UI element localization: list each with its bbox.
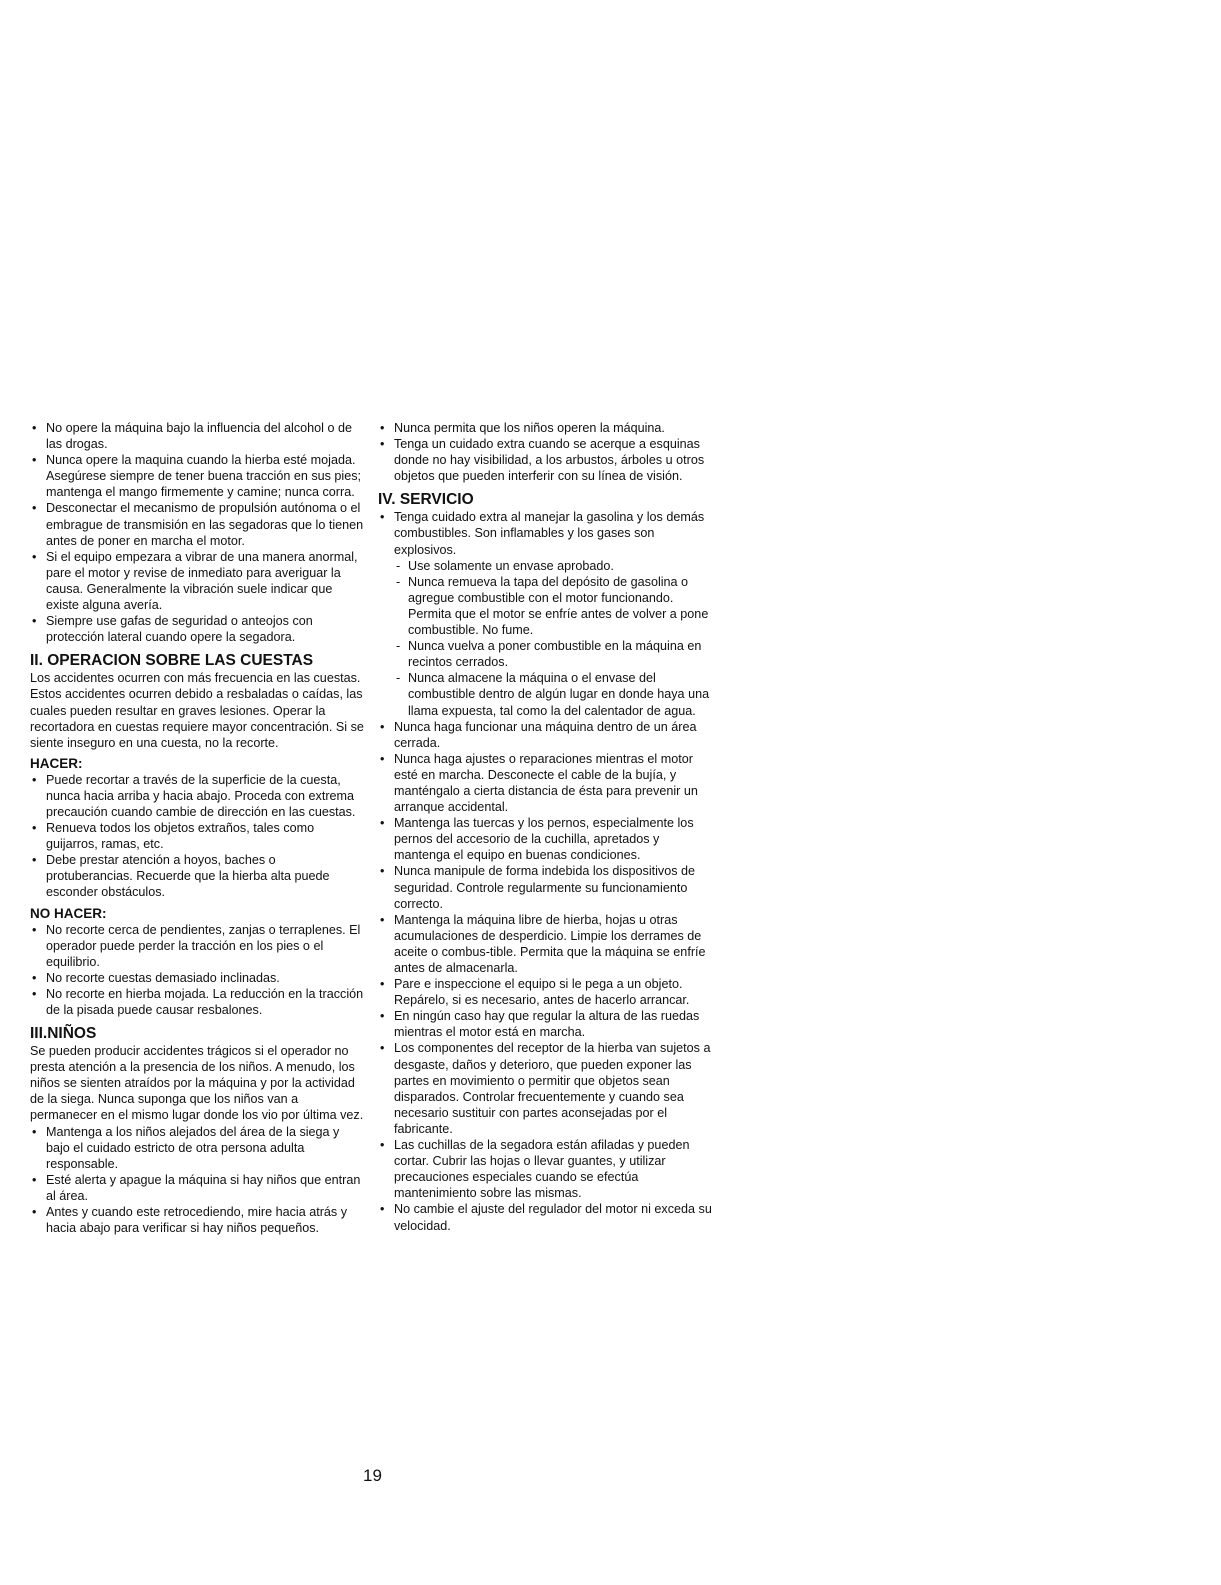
children-intro: Se pueden producir accidentes trágicos si el operador no presta atención a la presencia de los niños. A menudo, los niños se sienten atraídos por la máquina y por la actividad de la siega. Nunca suponga que los niños van a permanecer en el mismo lugar donde los vio por última vez. (30, 1044, 364, 1123)
list-item: • No recorte cuestas demasiado inclinadas. (30, 970, 365, 986)
children-list (30, 1124, 365, 1237)
list-item: • Desconectar el mecanismo de propulsión autónoma o el embrague de transmisión en las segadoras que lo tienen antes de poner en marcha el motor. (30, 500, 365, 548)
slopes-intro: Los accidentes ocurren con más frecuencia en las cuestas. Estos accidentes ocurren debido a resbaladas o caídas, las cuales pueden resultar en graves lesiones. Operar la recortadora en cuestas requiere mayor concentración. Si se siente inseguro en una cuesta, no la recorte. (30, 671, 364, 750)
section-heading-slopes: II. OPERACION SOBRE LAS CUESTAS (30, 652, 314, 670)
list-item: • Debe prestar atención a hoyos, baches o protuberancias. Recuerde que la hierba alta puede esconder obstáculos. (30, 852, 365, 900)
list-item: • Nunca haga ajustes o reparaciones mientras el motor esté en marcha. Desconecte el cable de la bujía, y manténgalo a cierta distancia de ésta para prevenir un arranque accidental. (378, 751, 713, 815)
list-item: • En ningún caso hay que regular la altura de las ruedas mientras el motor está en marcha. (378, 1008, 713, 1040)
list-item: • Siempre use gafas de seguridad o anteojos con protección lateral cuando opere la segadora. (30, 613, 365, 645)
sub-list-item: - Use solamente un envase aprobado. (378, 558, 713, 574)
left-column (30, 420, 365, 1236)
do-list (30, 772, 365, 901)
sub-list-item: - Nunca remueva la tapa del depósito de gasolina o agregue combustible con el motor funcionando. Permita que el motor se enfríe antes de volver a pone combustible. No fume. (378, 574, 713, 638)
list-item: • Esté alerta y apague la máquina si hay niños que entran al área. (30, 1172, 365, 1204)
list-item: • Mantenga las tuercas y los pernos, especialmente los pernos del accesorio de la cuchilla, apretados y mantenga el equipo en buenas condiciones. (378, 815, 713, 863)
list-item: • No opere la máquina bajo la influencia del alcohol o de las drogas. (30, 420, 365, 452)
section-heading-children: III.NIÑOS (30, 1025, 97, 1043)
children-continued-list (378, 420, 713, 484)
list-item: • Nunca manipule de forma indebida los dispositivos de seguridad. Controle regularmente su funcionamiento correcto. (378, 863, 713, 911)
list-item: • Pare e inspeccione el equipo si le pega a un objeto. Repárelo, si es necesario, antes de hacerlo arrancar. (378, 976, 713, 1008)
list-item: • Tenga un cuidado extra cuando se acerque a esquinas donde no hay visibilidad, a los arbustos, árboles u otros objetos que pueden interferir con su línea de visión. (378, 436, 713, 484)
do-heading: HACER: (30, 755, 83, 771)
list-item: • Si el equipo empezara a vibrar de una manera anormal, pare el motor y revise de inmediato para averiguar la causa. Generalmente la vibración suele indicar que existe alguna avería. (30, 549, 365, 613)
sub-list-item: - Nunca vuelva a poner combustible en la máquina en recintos cerrados. (378, 638, 713, 670)
right-column (378, 420, 713, 1234)
general-safety-list (30, 420, 365, 645)
list-item: • No recorte cerca de pendientes, zanjas o terraplenes. El operador puede perder la tracción en los pies o el equilibrio. (30, 922, 365, 970)
page-number: 19 (363, 1466, 382, 1485)
list-item: • Antes y cuando este retrocediendo, mire hacia atrás y hacia abajo para verificar si hay niños pequeños. (30, 1204, 365, 1236)
section-heading-service: IV. SERVICIO (378, 491, 474, 509)
sub-list-item: - Nunca almacene la máquina o el envase del combustible dentro de algún lugar en donde haya una llama expuesta, tal como la del calentador de agua. (378, 670, 713, 718)
fuel-sublist (378, 558, 713, 719)
list-item: • Nunca opere la maquina cuando la hierba esté mojada. Asegúrese siempre de tener buena tracción en sus pies; mantenga el mango firmemente y camine; nunca corra. (30, 452, 365, 500)
list-item: • Los componentes del receptor de la hierba van sujetos a desgaste, daños y deterioro, que pueden exponer las partes en movimiento o permitir que objetos sean disparados. Controlar frecuentemente y cuando sea necesario sustituir con partes aconsejadas por el fabricante. (378, 1040, 713, 1137)
list-item: • No recorte en hierba mojada. La reducción en la tracción de la pisada puede causar resbalones. (30, 986, 365, 1018)
dont-heading: NO HACER: (30, 905, 107, 921)
list-item: • Mantenga la máquina libre de hierba, hojas u otras acumulaciones de desperdicio. Limpie los derrames de aceite o combus-tible. Permita que la máquina se enfríe antes de almacenarla. (378, 912, 713, 976)
list-item: • Renueva todos los objetos extraños, tales como guijarros, ramas, etc. (30, 820, 365, 852)
dont-list (30, 922, 365, 1019)
list-item: • Nunca permita que los niños operen la máquina. (378, 420, 713, 436)
list-item: • Puede recortar a través de la superficie de la cuesta, nunca hacia arriba y hacia abajo. Proceda con extrema precaución cuando cambie de dirección en las cuestas. (30, 772, 365, 820)
list-item: • Las cuchillas de la segadora están afiladas y pueden cortar. Cubrir las hojas o llevar guantes, y utilizar precauciones especiales cuando se efectúa mantenimiento sobre las mismas. (378, 1137, 713, 1201)
list-item: • Tenga cuidado extra al manejar la gasolina y los demás combustibles. Son inflamables y los gases son explosivos. (378, 509, 713, 557)
list-item: • No cambie el ajuste del regulador del motor ni exceda su velocidad. (378, 1201, 713, 1233)
service-list (378, 509, 713, 557)
service-list-continued (378, 719, 713, 1234)
list-item: • Nunca haga funcionar una máquina dentro de un área cerrada. (378, 719, 713, 751)
list-item: • Mantenga a los niños alejados del área de la siega y bajo el cuidado estricto de otra persona adulta responsable. (30, 1124, 365, 1172)
